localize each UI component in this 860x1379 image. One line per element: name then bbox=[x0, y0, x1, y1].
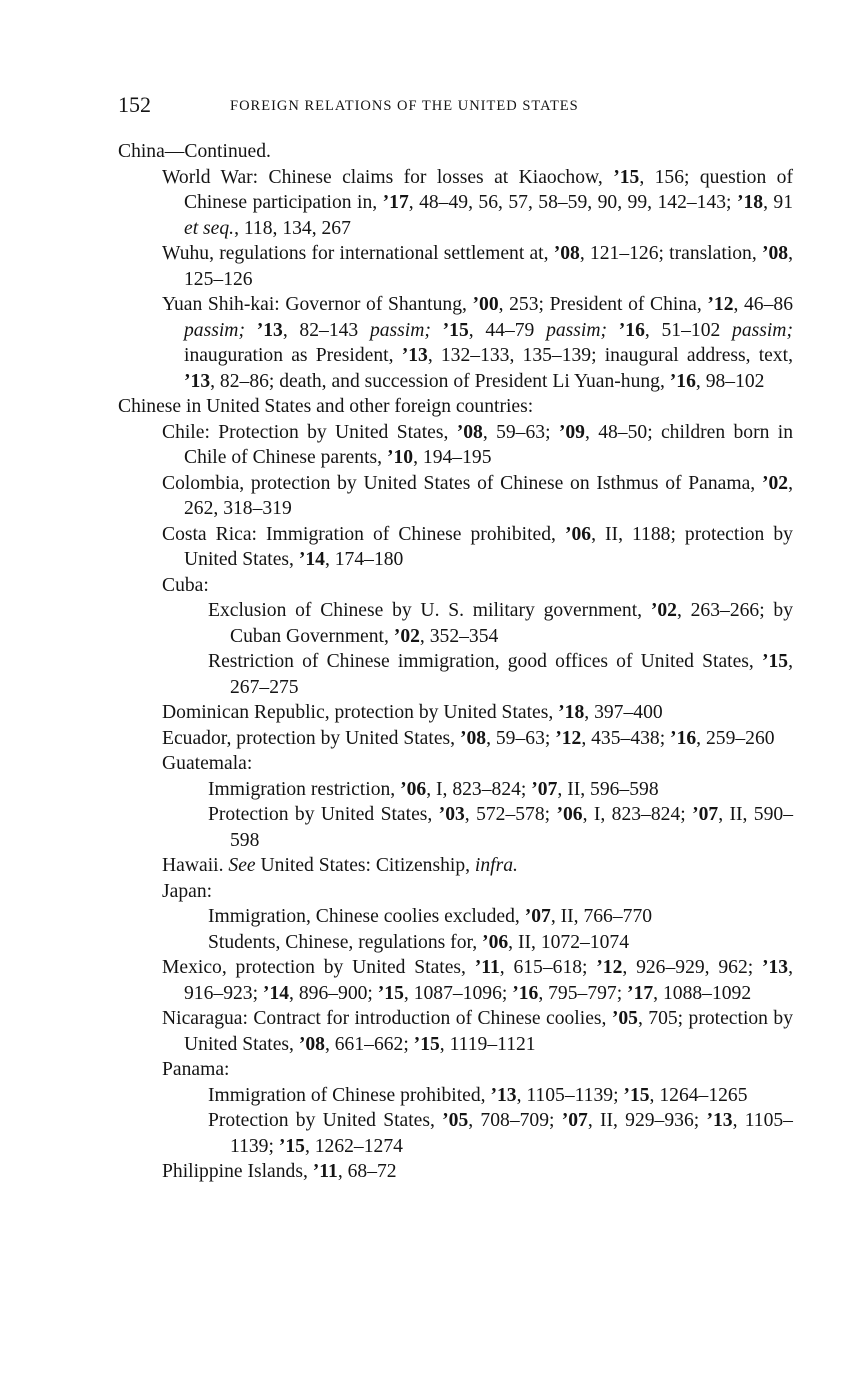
entry-text: , 1119–1121 bbox=[439, 1033, 536, 1055]
entry-text: Exclusion of Chinese by U. S. military government, bbox=[208, 600, 651, 621]
entry-text: , 397–400 bbox=[584, 702, 663, 723]
index-entry bbox=[118, 751, 793, 777]
entry-text: , 705; protection by United States, bbox=[184, 1008, 793, 1055]
entry-text: , 48–50; children born in Chile of Chinese parents, bbox=[184, 421, 794, 468]
year-reference: ’15 bbox=[377, 982, 404, 1004]
year-reference: ’16 bbox=[512, 982, 539, 1004]
entry-text: Guatemala: bbox=[162, 753, 253, 774]
page-number: 152 bbox=[118, 92, 151, 117]
entry-text: , II, 590–598 bbox=[230, 804, 793, 851]
year-reference: ’02 bbox=[650, 600, 677, 621]
entry-text: , 1264–1265 bbox=[649, 1084, 748, 1106]
entry-text: , 1262–1274 bbox=[304, 1135, 403, 1157]
year-reference: ’08 bbox=[553, 243, 580, 264]
year-reference: ’15 bbox=[278, 1135, 305, 1157]
entry-text: China—Continued. bbox=[118, 141, 271, 162]
index-entry bbox=[118, 139, 793, 165]
index-entry bbox=[118, 394, 793, 420]
year-reference: ’07 bbox=[524, 906, 551, 927]
entry-text: , 174–180 bbox=[324, 549, 404, 570]
page-header bbox=[118, 92, 718, 122]
entry-text: , 352–354 bbox=[419, 625, 499, 647]
year-reference: ’15 bbox=[623, 1084, 650, 1106]
entry-text: Wuhu, regulations for international settlement at, bbox=[162, 243, 554, 264]
entry-text: Colombia, protection by United States of Chinese on Isthmus of Panama, bbox=[162, 472, 762, 494]
year-reference: ’06 bbox=[482, 931, 509, 953]
year-reference: ’05 bbox=[611, 1008, 638, 1029]
entry-text: , 262, 318–319 bbox=[184, 472, 793, 519]
year-reference: ’08 bbox=[459, 727, 487, 749]
year-reference: ’06 bbox=[400, 778, 427, 800]
year-reference: ’08 bbox=[298, 1033, 325, 1055]
year-reference: ’11 bbox=[312, 1161, 338, 1182]
running-head: FOREIGN RELATIONS OF THE UNITED STATES bbox=[230, 98, 579, 114]
entry-text: , I, 823–824; bbox=[426, 778, 532, 800]
year-reference: ’13 bbox=[490, 1084, 517, 1106]
entry-text: , 896–900; bbox=[289, 982, 378, 1004]
entry-text: , II, 929–936; bbox=[587, 1110, 707, 1131]
year-reference: ’09 bbox=[558, 421, 585, 443]
entry-text: , 916–923; bbox=[184, 957, 794, 1004]
entry-text: Chile: Protection by United States, bbox=[162, 421, 457, 443]
year-reference: ’03 bbox=[438, 804, 465, 825]
index-entry bbox=[118, 1006, 793, 1057]
entry-text: , 259–260 bbox=[696, 727, 775, 749]
entry-text: Immigration restriction, bbox=[208, 778, 401, 800]
entry-text: Nicaragua: Contract for introduction of Chinese coolies, bbox=[162, 1008, 612, 1029]
entry-text: , 91 bbox=[763, 192, 794, 213]
entry-text: inauguration as President, bbox=[184, 345, 402, 366]
year-reference: ’13 bbox=[761, 957, 789, 978]
index-entry bbox=[118, 726, 793, 752]
index-entries bbox=[118, 139, 793, 1185]
entry-text: Chinese in United States and other foreign countries: bbox=[118, 396, 534, 417]
index-entry bbox=[118, 471, 793, 522]
entry-text: , 661–662; bbox=[324, 1033, 414, 1055]
index-entry bbox=[118, 1159, 793, 1185]
entry-text: Japan: bbox=[162, 880, 213, 902]
entry-text: , 253; President of China, bbox=[498, 294, 708, 315]
entry-text: Philippine Islands, bbox=[162, 1161, 313, 1182]
entry-text: , 156; question of Chinese participation in, bbox=[184, 166, 793, 213]
entry-text: Students, Chinese, regulations for, bbox=[208, 931, 483, 953]
entry-text: Costa Rica: Immigration of Chinese prohibited, bbox=[162, 523, 565, 545]
index-entry bbox=[118, 1057, 793, 1083]
year-reference: ’15 bbox=[613, 166, 640, 188]
year-reference: ’13 bbox=[706, 1110, 733, 1131]
entry-text: , 82–143 bbox=[282, 319, 370, 341]
entry-text: , 125–126 bbox=[184, 243, 793, 290]
entry-text: Protection by United States, bbox=[208, 1110, 443, 1131]
entry-text: , II, 596–598 bbox=[557, 778, 659, 800]
year-reference: ’12 bbox=[707, 294, 734, 315]
entry-text: , 1087–1096; bbox=[403, 982, 513, 1004]
year-reference: ’07 bbox=[531, 778, 558, 800]
year-reference: ’06 bbox=[564, 523, 592, 545]
index-entry bbox=[118, 598, 793, 649]
entry-text: , 194–195 bbox=[413, 447, 492, 468]
year-reference: ’06 bbox=[556, 804, 583, 825]
index-entry bbox=[118, 930, 793, 956]
entry-text: , I, 823–824; bbox=[582, 804, 693, 825]
entry-text: , 795–797; bbox=[538, 982, 628, 1004]
index-entry bbox=[118, 879, 793, 905]
year-reference: ’07 bbox=[692, 804, 719, 825]
index-entry bbox=[118, 241, 793, 292]
entry-text: , 44–79 bbox=[468, 319, 547, 341]
entry-text: Immigration, Chinese coolies excluded, bbox=[208, 906, 525, 927]
italic-term: et seq. bbox=[184, 217, 235, 239]
year-reference: ’13 bbox=[184, 370, 211, 392]
index-entry bbox=[118, 649, 793, 700]
entry-text: Mexico, protection by United States, bbox=[162, 957, 475, 978]
entry-text: , 59–63; bbox=[486, 727, 556, 749]
entry-text bbox=[245, 320, 257, 341]
index-entry bbox=[118, 700, 793, 726]
entry-text: , 51–102 bbox=[644, 319, 733, 341]
entry-text: , 46–86 bbox=[733, 294, 793, 315]
index-entry bbox=[118, 853, 793, 879]
index-entry bbox=[118, 777, 793, 803]
index-entry bbox=[118, 802, 793, 853]
entry-text: , 926–929, 962; bbox=[622, 957, 762, 978]
year-reference: ’18 bbox=[736, 192, 764, 213]
year-reference: ’02 bbox=[393, 625, 420, 647]
italic-term: See bbox=[228, 855, 256, 876]
italic-term: passim; bbox=[184, 319, 245, 341]
entry-text: , 1105–1139; bbox=[516, 1084, 624, 1106]
italic-term: passim; bbox=[732, 319, 793, 341]
entry-text: , 267–275 bbox=[230, 651, 793, 698]
entry-text: , 68–72 bbox=[337, 1161, 397, 1182]
year-reference: ’07 bbox=[561, 1110, 588, 1131]
entry-text: Restriction of Chinese immigration, good offices of United States, bbox=[208, 651, 762, 672]
index-entry bbox=[118, 1108, 793, 1159]
year-reference: ’13 bbox=[401, 345, 428, 366]
year-reference: ’13 bbox=[256, 319, 283, 341]
entry-text: Dominican Republic, protection by United States, bbox=[162, 702, 559, 723]
entry-text: Yuan Shih-kai: Governor of Shantung, bbox=[162, 294, 473, 315]
italic-term: infra. bbox=[474, 855, 518, 876]
year-reference: ’08 bbox=[456, 421, 483, 443]
year-reference: ’16 bbox=[669, 370, 696, 392]
entry-text: , 132–133, 135–139; inaugural address, text, bbox=[427, 345, 793, 366]
entry-text: United States: Citizenship, bbox=[255, 855, 475, 876]
year-reference: ’00 bbox=[472, 294, 499, 315]
year-reference: ’02 bbox=[761, 472, 789, 494]
entry-text: Panama: bbox=[162, 1059, 230, 1080]
italic-term: passim; bbox=[546, 319, 608, 341]
year-reference: ’17 bbox=[382, 192, 409, 213]
entry-text: , 121–126; translation, bbox=[579, 243, 762, 264]
entry-text: Protection by United States, bbox=[208, 804, 439, 825]
year-reference: ’15 bbox=[413, 1033, 440, 1055]
year-reference: ’17 bbox=[627, 982, 654, 1004]
index-entry bbox=[118, 904, 793, 930]
entry-text: , 435–438; bbox=[581, 727, 671, 749]
index-entry bbox=[118, 1083, 793, 1109]
entry-text: , 59–63; bbox=[482, 421, 559, 443]
year-reference: ’11 bbox=[474, 957, 500, 978]
entry-text: , 1105–1139; bbox=[230, 1110, 793, 1157]
index-entry bbox=[118, 522, 793, 573]
year-reference: ’08 bbox=[761, 243, 789, 264]
entry-text: , II, 766–770 bbox=[550, 906, 653, 927]
entry-text: , 98–102 bbox=[695, 370, 765, 392]
year-reference: ’05 bbox=[442, 1110, 469, 1131]
index-entry bbox=[118, 420, 793, 471]
entry-text: Cuba: bbox=[162, 574, 209, 596]
entry-text: , II, 1072–1074 bbox=[508, 931, 629, 953]
italic-term: passim; bbox=[369, 319, 431, 341]
entry-text bbox=[431, 320, 443, 341]
year-reference: ’14 bbox=[262, 982, 290, 1004]
year-reference: ’15 bbox=[761, 651, 789, 672]
entry-text: Hawaii. bbox=[162, 855, 229, 876]
year-reference: ’10 bbox=[386, 447, 414, 468]
index-entry bbox=[118, 955, 793, 1006]
entry-text: , 118, 134, 267 bbox=[234, 217, 351, 239]
entry-text: , 48–49, 56, 57, 58–59, 90, 99, 142–143; bbox=[408, 192, 737, 213]
entry-text: , 1088–1092 bbox=[653, 982, 752, 1004]
entry-text: , 82–86; death, and succession of President Li Yuan-hung, bbox=[210, 370, 670, 392]
entry-text: , 263–266; by Cuban Government, bbox=[230, 600, 793, 647]
index-entry bbox=[118, 573, 793, 599]
index-entry bbox=[118, 165, 793, 242]
entry-text: World War: Chinese claims for losses at Kiaochow, bbox=[162, 166, 614, 188]
entry-text: , 572–578; bbox=[464, 804, 557, 825]
year-reference: ’12 bbox=[555, 727, 582, 749]
year-reference: ’16 bbox=[618, 319, 645, 341]
entry-text: , 615–618; bbox=[499, 957, 597, 978]
year-reference: ’18 bbox=[558, 702, 585, 723]
entry-text: , II, 1188; protection by United States, bbox=[184, 523, 793, 570]
year-reference: ’16 bbox=[670, 727, 697, 749]
entry-text bbox=[607, 320, 619, 341]
index-entry bbox=[118, 292, 793, 394]
year-reference: ’15 bbox=[442, 319, 469, 341]
entry-text: Immigration of Chinese prohibited, bbox=[208, 1084, 491, 1106]
year-reference: ’12 bbox=[596, 957, 623, 978]
entry-text: , 708–709; bbox=[468, 1110, 562, 1131]
year-reference: ’14 bbox=[298, 549, 325, 570]
entry-text: Ecuador, protection by United States, bbox=[162, 727, 460, 749]
